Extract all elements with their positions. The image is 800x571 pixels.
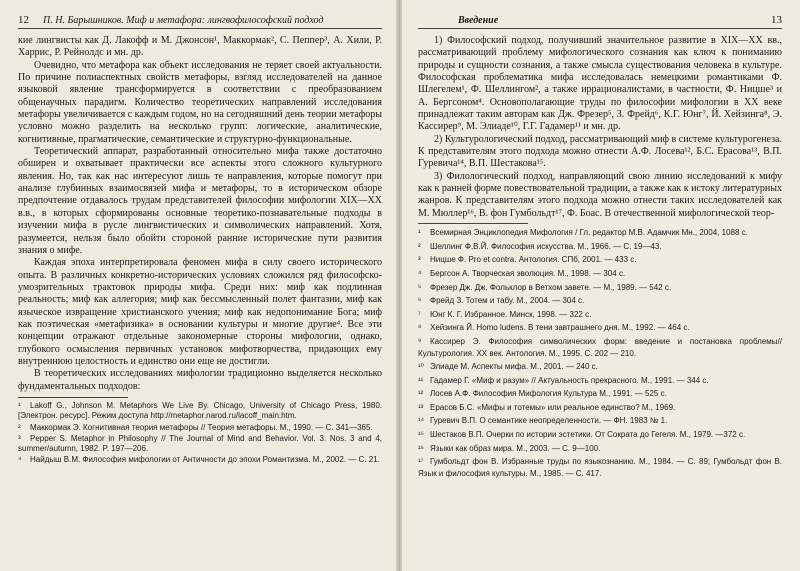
footnote-text: Ерасов Б.С. «Мифы и тотемы» или реальное единство? М., 1969. xyxy=(430,402,676,412)
footnote xyxy=(418,309,782,321)
footnote xyxy=(418,322,782,334)
paragraph: кие лингвисты как Д. Лакофф и М. Джонсон¹, Маккормак², С. Пеппер³, А. Хили, Р. Харрис, Р. Рейнолдс и мн. др. xyxy=(18,35,382,59)
footnote-text: Шеллинг Ф.В.Й. Философия искусства. М., 1966. — С. 19—43. xyxy=(430,241,662,251)
footnote-text: Языки как образ мира. М., 2003. — С. 9—100. xyxy=(430,443,601,453)
footnote xyxy=(418,402,782,414)
footnote-text: Хейзинга Й. Homo ludens. В тени завтрашнего дня. М., 1992. — 464 с. xyxy=(430,323,690,333)
page-number: 13 xyxy=(771,14,782,26)
footnote-mark: ¹¹ xyxy=(418,375,424,385)
footnote-text: Гуревич В.П. О семантике неопределенности. — ФН. 1983 № 1. xyxy=(430,416,668,426)
footnote xyxy=(418,295,782,307)
footnote-text: Шестаков В.П. Очерки по истории эстетики. От Сократа до Гегеля. М., 1979. —372 с. xyxy=(430,430,746,440)
footnote xyxy=(418,415,782,427)
running-header xyxy=(418,14,782,29)
footnote-mark: ¹⁴ xyxy=(418,416,425,426)
footnote-text: Лосев А.Ф. Философия Мифология Культура М., 1991. — 525 с. xyxy=(430,389,667,399)
footnote xyxy=(18,401,382,422)
paragraph: 2) Культурологический подход, рассматривающий миф в системе культурогенеза. К представителям этого подхода можно отнести А.Ф. Лосева¹², Б.С. Ерасова¹³, В.П. Гуревича¹⁴, В.П. Шестакова¹⁵. xyxy=(418,133,782,170)
footnote-text: Бергсон А. Творческая эволюция. М., 1998. — 304 с. xyxy=(430,268,626,278)
footnote-mark: ⁵ xyxy=(418,282,422,292)
footnote-mark: ⁴ xyxy=(18,455,22,465)
footnote-text: Элиаде М. Аспекты мифа. М., 2001. — 240 с. xyxy=(430,362,598,372)
footnote-mark: ¹² xyxy=(418,389,424,399)
footnote-mark: ⁸ xyxy=(418,323,422,333)
footnote-rule xyxy=(18,397,128,398)
footnote-text: Lakoff G., Johnson M. Metaphors We Live By. Chicago, University of Chicago Press, 1980. [Электрон. ресурс]. Режим доступа http://metaphor.narod.ru/lacoff_main.htm. xyxy=(18,400,382,421)
footnote-rule xyxy=(418,223,528,224)
footnote xyxy=(418,375,782,387)
paragraph: Очевидно, что метафора как объект исследования не теряет своей актуальности. По причине полиаспектных свойств метафоры, взгляд исследователей на данное языковой явление трансформируется в соответствии с преобразованием общенаучных парадигм. Количество теоретических направлений исследования метафоры увеличивается с каждым годом, но на сегодняшний день теории метафоры условно можно разделить на несколько групп: логические, аналитические, когнитивные, прагматические, семантические и структурно-функциональные. xyxy=(18,59,382,145)
footnote-mark: ¹⁶ xyxy=(418,443,424,453)
left-page xyxy=(0,0,398,571)
footnote xyxy=(18,434,382,455)
footnotes xyxy=(18,401,382,466)
paragraph: 1) Философский подход, получивший значительное развитие в XIX—XX вв., рассматривающий проблему мифологического сознания как ключ к пониманию природы и сущности сознания, а также смысла существования человека в культуре. Философская проблематика мифа исследовалась немецкими романтиками Ф. Шлегелем¹, Ф. Шеллингом², а также иррационалистами, в частности, Ф. Ницше³ и А. Бергсоном⁴. Основополагающие труды по философии мифологии в XX веке принадлежат таким авторам как Дж. Фрезер⁵, З. Фрейд⁶, К.Г. Юнг⁷, Й. Хейзинга⁸, Э. Кассирер⁹, М. Элиаде¹⁰, Г.Г. Гадамер¹¹ и мн. др. xyxy=(418,35,782,133)
footnote xyxy=(418,241,782,253)
paragraph: 3) Филологический подход, направляющий свою линию исследований к мифу как к ранней форме повествовательной традиции, а также как к истоку литературных жанров. К представителям этого подхода можно отнести таких исследователей как М. Мюллер¹⁶, В. фон Гумбольдт¹⁷, Ф. Боас. В отечественной мифологической теор- xyxy=(418,170,782,219)
footnote-mark: ⁷ xyxy=(418,309,421,319)
footnote-mark: ¹⁵ xyxy=(418,430,424,440)
footnote-text: Кассирер Э. Философия символических форм: введение и постановка проблемы//Культурология. XX век. Антология. М., 1995. С. 202 — 210. xyxy=(418,336,782,358)
page-number: 12 xyxy=(18,14,29,26)
footnote-mark: ³ xyxy=(418,255,421,265)
footnotes xyxy=(418,227,782,479)
footnote-text: Всемирная Энциклопедия Мифология / Гл. редактор М.В. Адамчик Мн., 2004, 1088 с. xyxy=(430,228,748,238)
paragraph: В теоретических исследованиях мифологии традиционно выделяется несколько фундаментальных подходов: xyxy=(18,368,382,392)
footnote xyxy=(418,443,782,455)
running-head-title: Введение xyxy=(458,15,499,26)
footnote xyxy=(18,423,382,433)
footnote-mark: ² xyxy=(18,422,21,432)
footnote-mark: ⁶ xyxy=(418,296,422,306)
footnote-mark: ² xyxy=(418,241,421,251)
footnote xyxy=(418,227,782,239)
footnote-mark: ⁴ xyxy=(418,268,422,278)
footnote-text: Маккормак Э. Когнитивная теория метафоры // Теория метафоры. М., 1990. — С. 341—365. xyxy=(30,422,373,432)
footnote-text: Ницше Ф. Pro et contra. Антология. СПб, 2001. — 433 с. xyxy=(430,255,637,265)
footnote-mark: ¹ xyxy=(18,400,21,410)
footnote-text: Гумбольдт фон В. Избранные труды по языкознанию. М., 1984. — С. 89; Гумбольдт фон В. Язык и философия культуры. М., 1985. — С. 417. xyxy=(418,457,782,478)
footnote-mark: ⁹ xyxy=(418,336,422,346)
footnote xyxy=(418,456,782,479)
footnote-mark: ¹³ xyxy=(418,402,424,412)
footnote-text: Фрезер Дж. Дж. Фольклор в Ветхом завете. — М., 1989. — 542 с. xyxy=(430,282,672,292)
paragraph: Теоретический аппарат, разработанный относительно мифа также достаточно обширен и охватывает практически все аспекты этого сложного культурного явления. Но, так как нас интересуют лишь те направления, которые помогут при анализе глубинных взаимосвязей мифа и метафоры, то в историческом обзоре предпочтение отдавалось трудам представителей философии мифологии XIX—XX в.в., в которых сформированы основные теоретико-познавательные подходы в изучении мифа в русле лингвистических и символических направлений. Хотя, разумеется, нельзя было обойти стороной ранние исторические пути развития знания о мифе. xyxy=(18,146,382,256)
footnote xyxy=(418,268,782,280)
footnote-mark: ¹⁷ xyxy=(418,457,424,467)
body-text xyxy=(418,35,782,220)
footnote xyxy=(418,388,782,400)
footnote xyxy=(418,254,782,266)
footnote-text: Гадамер Г. «Миф и разум» // Актуальность прекрасного. М., 1991. — 344 с. xyxy=(430,375,709,385)
footnote-mark: ¹ xyxy=(418,228,421,238)
paragraph: Каждая эпоха интерпретировала феномен мифа в силу своего исторического опыта. В различных конкретно-исторических условиях сложился ряд философско-умозрительных трактовок природы мифа. Среди них: миф как подлинная реальность; миф как аллегория; миф как бессмысленный полет фантазии, миф как языческое извращение христианского учения; миф как недопонимание Бога; миф как поэтическая «метафизика» в основании культуры и многие другие⁴. Все эти концепции отражают отдельные закономерные стороны мифологии, однако, глубокого осмысления первичных установок мифотворчества, придающих ему внутреннюю целостность и единство они еще не достигли. xyxy=(18,257,382,367)
running-header xyxy=(18,14,382,29)
right-page xyxy=(402,0,800,571)
running-head-title: П. Н. Барышников. Миф и метафора: лингвофилософский подход xyxy=(43,15,324,26)
footnote xyxy=(18,455,382,465)
footnote-mark: ¹⁰ xyxy=(418,362,424,372)
footnote xyxy=(418,282,782,294)
footnote-text: Фрейд З. Тотем и табу. М., 2004. — 304 с. xyxy=(430,296,585,306)
footnote-mark: ³ xyxy=(18,433,21,443)
footnote-text: Юнг К. Г. Избранное. Минск, 1998. — 322 с. xyxy=(430,309,592,319)
footnote xyxy=(418,429,782,441)
footnote xyxy=(418,361,782,373)
footnote-text: Pepper S. Metaphor in Philosophy // The Journal of Mind and Behavior. Vol. 3. Nos. 3 and 4, summer/autumn, 1982. P. 197—206. xyxy=(18,433,382,454)
body-text xyxy=(18,35,382,393)
footnote-text: Найдыш В.М. Философия мифологии от Античности до эпохи Романтизма. М., 2002. — С. 21. xyxy=(30,455,380,465)
footnote xyxy=(418,336,782,359)
